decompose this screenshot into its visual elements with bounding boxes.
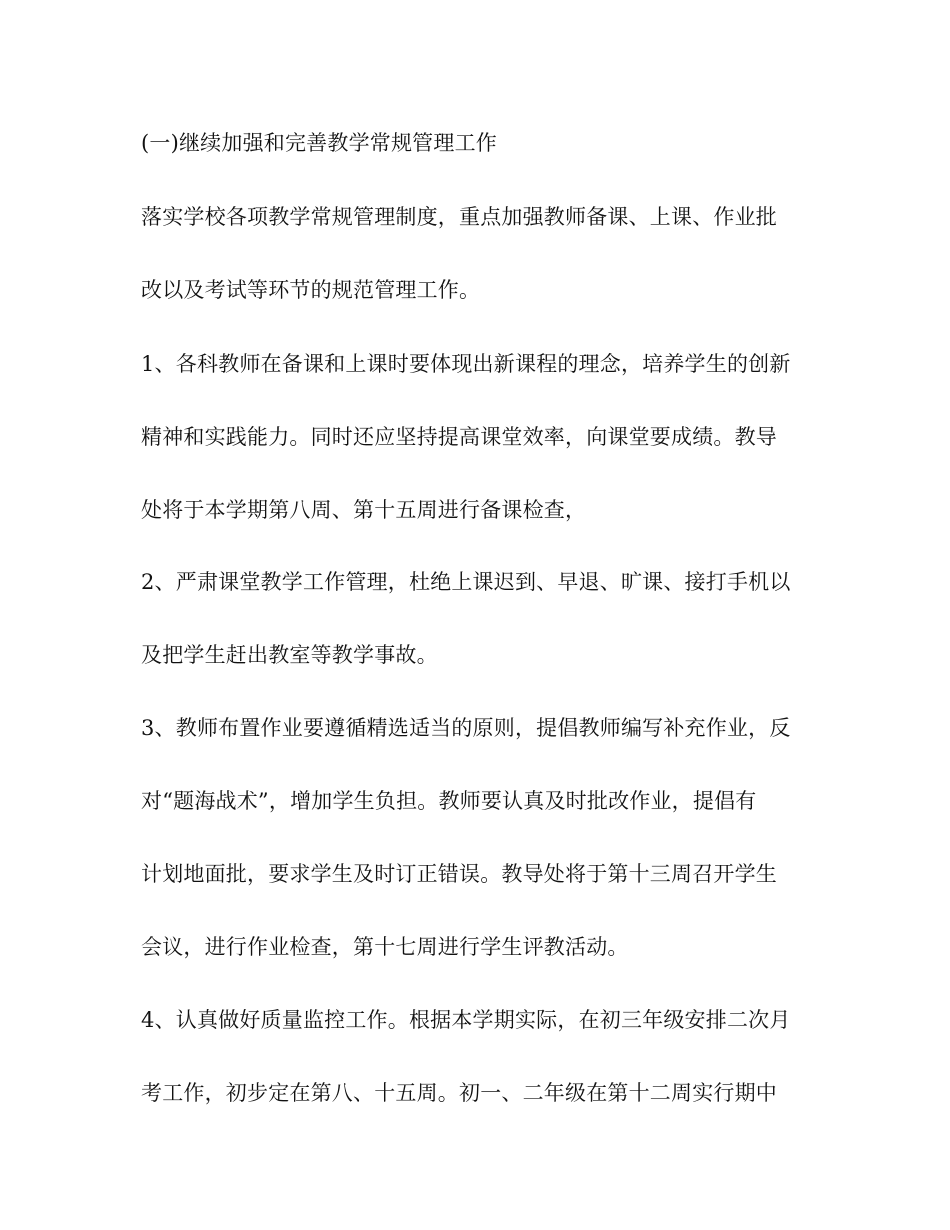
- paragraph-line: 2、严肃课堂教学工作管理，杜绝上课迟到、早退、旷课、接打手机以: [141, 570, 791, 594]
- paragraph-line: 会议，进行作业检查，第十七周进行学生评教活动。: [141, 935, 629, 959]
- paragraph-line: 对“题海战术”，增加学生负担。教师要认真及时批改作业，提倡有: [141, 789, 757, 813]
- paragraph-line: 落实学校各项教学常规管理制度，重点加强教师备课、上课、作业批: [141, 205, 777, 229]
- paragraph-line: 精神和实践能力。同时还应坚持提高课堂效率，向课堂要成绩。教导: [141, 425, 777, 449]
- paragraph-line: 3、教师布置作业要遵循精选适当的原则，提倡教师编写补充作业，反: [141, 716, 791, 740]
- paragraph-line: 处将于本学期第八周、第十五周进行备课检查，: [141, 498, 587, 522]
- paragraph-line: 计划地面批，要求学生及时订正错误。教导处将于第十三周召开学生: [141, 862, 777, 886]
- paragraph-line: 改以及考试等环节的规范管理工作。: [141, 278, 481, 302]
- paragraph-line: 4、认真做好质量监控工作。根据本学期实际，在初三年级安排二次月: [141, 1008, 791, 1032]
- paragraph-line: 1、各科教师在备课和上课时要体现出新课程的理念，培养学生的创新: [141, 352, 791, 376]
- section-heading: (一)继续加强和完善教学常规管理工作: [141, 131, 497, 155]
- paragraph-line: 考工作，初步定在第八、十五周。初一、二年级在第十二周实行期中: [141, 1081, 777, 1105]
- paragraph-line: 及把学生赶出教室等教学事故。: [141, 643, 438, 667]
